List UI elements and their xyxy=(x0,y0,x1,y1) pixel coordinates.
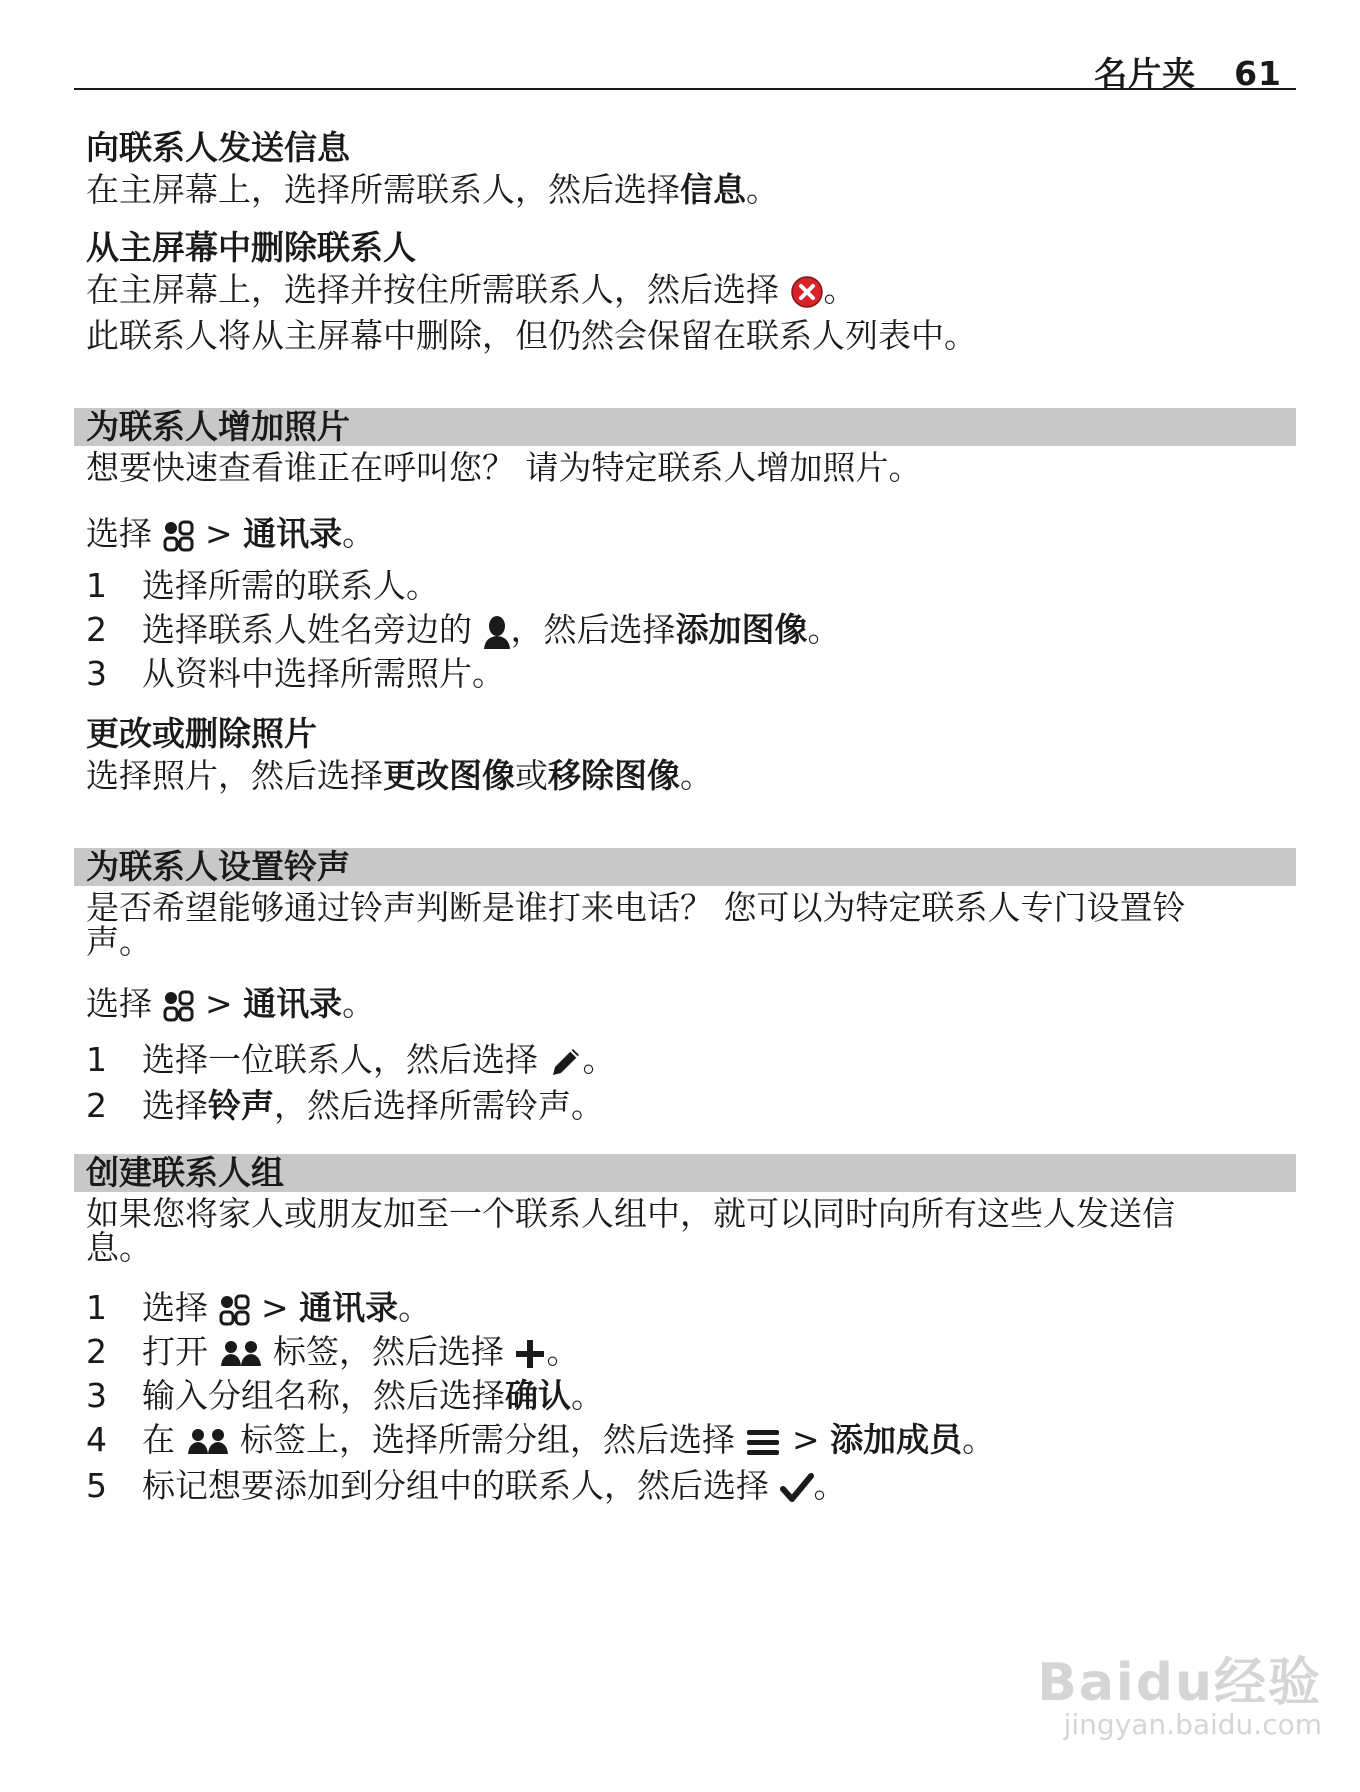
section-heading-bar: 为联系人设置铃声 xyxy=(74,848,1296,886)
text-run: 在主屏幕上，选择并按住所需联系人，然后选择 xyxy=(86,270,779,309)
text-run: 。 xyxy=(398,1288,432,1327)
subsection-heading: 更改或删除照片 xyxy=(86,714,317,753)
groups-tab-icon xyxy=(186,1426,230,1458)
text-run: > xyxy=(781,1420,831,1459)
remove-icon xyxy=(790,275,824,309)
chapter-title: 名片夹 xyxy=(1094,54,1197,93)
checkmark-icon xyxy=(780,1471,814,1505)
text-run: > xyxy=(194,514,244,553)
step-number: 4 xyxy=(86,1420,107,1459)
step-number: 1 xyxy=(86,566,107,605)
baidu-watermark xyxy=(992,1640,1322,1750)
apps-menu-icon xyxy=(163,520,195,552)
step-number: 5 xyxy=(86,1466,107,1505)
step-text xyxy=(142,1040,616,1080)
ui-term: 添加图像 xyxy=(675,610,808,649)
text-run: > xyxy=(194,984,244,1023)
text-run: 选择 xyxy=(142,1288,208,1327)
step-text xyxy=(142,1288,431,1328)
text-run: 。 xyxy=(342,514,376,553)
step-text xyxy=(142,1332,579,1372)
apps-menu-icon xyxy=(219,1294,251,1326)
page-number: 61 xyxy=(1234,54,1282,93)
step-number: 2 xyxy=(86,1332,107,1371)
text-run: 。 xyxy=(680,756,713,795)
section-remove-contact xyxy=(74,228,1296,356)
text-run: 选择一位联系人，然后选择 xyxy=(142,1040,538,1079)
step-text xyxy=(142,1466,847,1506)
step-text: 从资料中选择所需照片。 xyxy=(142,654,505,693)
header-text xyxy=(1094,48,1282,95)
text-run: 选择 xyxy=(86,514,152,553)
text-run: 标签上，选择所需分组，然后选择 xyxy=(229,1420,746,1459)
step-number: 1 xyxy=(86,1040,107,1079)
text-run: 。 xyxy=(546,1332,580,1371)
text-run: 。 xyxy=(962,1420,996,1459)
section-heading: 向联系人发送信息 xyxy=(86,128,350,167)
ui-term: 添加成员 xyxy=(830,1420,963,1459)
section-heading: 从主屏幕中删除联系人 xyxy=(86,228,416,267)
step-text xyxy=(142,610,841,650)
section-intro: 是否希望能够通过铃声判断是谁打来电话？ 您可以为特定联系人专门设置铃 xyxy=(86,888,1186,927)
groups-tab-icon xyxy=(219,1338,263,1370)
add-plus-icon xyxy=(514,1338,546,1370)
step-text xyxy=(142,1420,995,1460)
options-menu-icon xyxy=(745,1427,781,1457)
step-text: 选择所需的联系人。 xyxy=(142,566,439,605)
text-run: 选择 xyxy=(142,1086,208,1125)
text-run: 选择照片，然后选择 xyxy=(86,756,383,795)
step-text xyxy=(142,1086,604,1126)
text-run: 标签，然后选择 xyxy=(262,1332,515,1371)
ui-term: 移除图像 xyxy=(548,756,680,795)
text-run: > xyxy=(250,1288,300,1327)
text-run: 标记想要添加到分组中的联系人，然后选择 xyxy=(142,1466,780,1505)
text-run: 。 xyxy=(582,1040,616,1079)
text-run: 。 xyxy=(746,170,779,209)
step-number: 3 xyxy=(86,1376,107,1415)
text-run: 打开 xyxy=(142,1332,219,1371)
ui-term: 铃声 xyxy=(208,1086,274,1125)
text-run: 选择 xyxy=(86,984,152,1023)
step-number: 3 xyxy=(86,654,107,693)
subsection-change-photo xyxy=(74,714,1296,796)
section-intro: 想要快速查看谁正在呼叫您？ 请为特定联系人增加照片。 xyxy=(86,448,922,487)
text-run: 。 xyxy=(807,610,841,649)
section-intro: 如果您将家人或朋友加至一个联系人组中，就可以同时向所有这些人发送信 xyxy=(86,1194,1175,1233)
watermark-logo-text: Baidu经验 xyxy=(1037,1653,1322,1713)
text-run: 在主屏幕上，选择所需联系人，然后选择 xyxy=(86,170,680,209)
page-header xyxy=(74,40,1296,93)
text-run: 输入分组名称，然后选择 xyxy=(142,1376,505,1415)
text-run: 。 xyxy=(342,984,376,1023)
section-heading-bar: 创建联系人组 xyxy=(74,1154,1296,1192)
section-add-photo xyxy=(74,408,1296,554)
watermark-url: jingyan.baidu.com xyxy=(1063,1708,1322,1741)
text-run: ，然后选择 xyxy=(510,610,676,649)
section-create-group xyxy=(74,1154,1296,1268)
section-set-ringtone xyxy=(74,848,1296,1024)
ui-term: 通讯录 xyxy=(299,1288,399,1327)
section-text: 此联系人将从主屏幕中删除，但仍然会保留在联系人列表中。 xyxy=(86,316,977,355)
step-number: 2 xyxy=(86,610,107,649)
text-run: 或 xyxy=(515,756,548,795)
step-number: 1 xyxy=(86,1288,107,1327)
step-number: 2 xyxy=(86,1086,107,1125)
text-run: 在 xyxy=(142,1420,186,1459)
text-run: ，然后选择所需铃声。 xyxy=(274,1086,604,1125)
text-run: 。 xyxy=(571,1376,604,1415)
section-text xyxy=(74,170,1296,210)
apps-menu-icon xyxy=(163,990,195,1022)
section-text xyxy=(74,756,1296,796)
text-run: 。 xyxy=(813,1466,847,1505)
section-heading-bar: 为联系人增加照片 xyxy=(74,408,1296,446)
ui-term: 通讯录 xyxy=(243,984,343,1023)
section-send-message xyxy=(74,128,1296,210)
section-intro: 声。 xyxy=(86,922,152,961)
menu-path xyxy=(74,984,1296,1024)
section-intro: 息。 xyxy=(86,1228,152,1267)
text-run: 。 xyxy=(823,270,857,309)
ui-term: 更改图像 xyxy=(383,756,515,795)
menu-path xyxy=(74,514,1296,554)
ui-term: 确认 xyxy=(505,1376,571,1415)
ui-term: 信息 xyxy=(680,170,746,209)
contact-photo-icon xyxy=(483,615,511,649)
section-text xyxy=(74,270,1296,310)
ui-term: 通讯录 xyxy=(243,514,343,553)
step-text xyxy=(142,1376,604,1416)
text-run: 选择联系人姓名旁边的 xyxy=(142,610,472,649)
edit-pencil-icon xyxy=(549,1045,583,1079)
